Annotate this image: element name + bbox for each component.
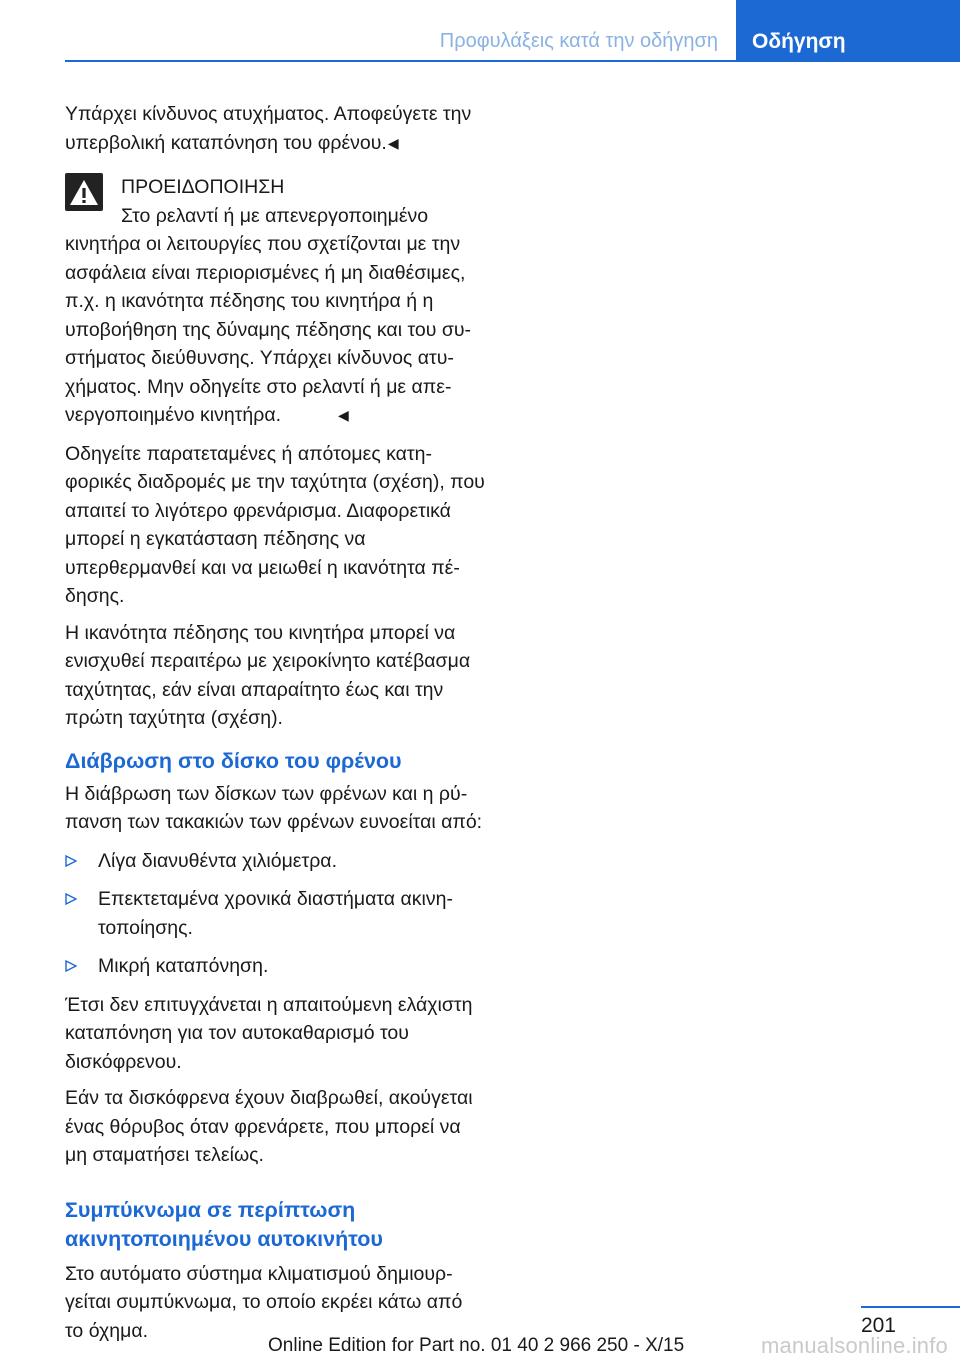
warning-text: Στο ρελαντί ή με απενεργοποιημένο κινητήρα οι λειτουργίες που σχετίζονται με την ασφάλεια είναι περιορισμένες ή μη διαθέσιμες, π.χ. η ικανότητα πέδησης του κινητήρα ή η υποβοήθηση της δύναμης πέδησης και του συστήματος διεύθυνσης. Υπάρχει κίνδυνος ατυχήματος. Μην οδηγείτε στο ρελαντί ή με απενεργοποιημένο κινητήρα. xyxy=(65,204,472,426)
end-mark-icon: ◀ xyxy=(338,407,349,423)
edition-note: Online Edition for Part no. 01 40 2 966 250 - X/15 xyxy=(268,1335,685,1356)
triangle-right-icon xyxy=(65,893,77,905)
section-heading-corrosion: Διάβρωση στο δίσκο του φρένου xyxy=(65,748,402,773)
section-heading-condensation: Συμπύκνωμα σε περίπτωση ακινητοποιημένου αυτοκινήτου xyxy=(65,1197,383,1251)
corrosion-causes-list xyxy=(65,847,485,981)
list-item-text: Μικρή καταπόνηση. xyxy=(98,955,269,977)
watermark: manualsonline.info xyxy=(760,1333,948,1358)
intro-paragraph xyxy=(65,100,485,157)
list-item xyxy=(65,885,485,942)
triangle-right-icon xyxy=(65,855,77,867)
list-item xyxy=(65,847,485,876)
noise-paragraph: Εάν τα δισκόφρενα έχουν διαβρωθεί, ακούγεται ένας θόρυβος όταν φρενάρετε, που μπορεί να μη σταματήσει τελείως. xyxy=(65,1087,473,1166)
condensation-paragraph: Στο αυτόματο σύστημα κλιματισμού δημιουργείται συμπύκνωμα, το οποίο εκρέει κάτω από το όχημα. xyxy=(65,1262,463,1342)
warning-triangle-icon xyxy=(65,173,103,211)
end-mark-icon: ◀ xyxy=(387,134,399,151)
main-content xyxy=(65,100,485,1355)
warning-title: ΠΡΟΕΙΔΟΠΟΙΗΣΗ xyxy=(121,176,285,198)
list-item xyxy=(65,952,485,981)
warning-paragraph xyxy=(65,202,485,430)
page-header xyxy=(0,0,960,62)
chapter-title: Οδήγηση xyxy=(752,30,846,53)
header-rule xyxy=(65,60,960,62)
footer-rule xyxy=(861,1306,960,1308)
corrosion-intro-paragraph: Η διάβρωση των δίσκων των φρένων και η ρύπανση των τακακιών των φρένων ευνοείται από: xyxy=(65,782,483,833)
list-item-text: Επεκτεταμένα χρονικά διαστήματα ακινητοποίησης. xyxy=(98,888,453,939)
chapter-tab xyxy=(736,0,960,62)
list-item-text: Λίγα διανυθέντα χιλιόμετρα. xyxy=(98,849,337,872)
engine-braking-paragraph: Η ικανότητα πέδησης του κινητήρα μπορεί να ενισχυθεί περαιτέρω με χειροκίνητο κατέβασμα ταχύτητας, εάν είναι απαραίτητο έως και την πρώτη ταχύτητα (σχέση). xyxy=(65,621,471,729)
section-title: Προφυλάξεις κατά την οδήγηση xyxy=(439,30,718,52)
intro-text: Υπάρχει κίνδυνος ατυχήματος. Αποφεύγετε την υπερβολική καταπόνηση του φρένου. xyxy=(65,103,472,154)
downhill-paragraph: Οδηγείτε παρατεταμένες ή απότομες κατηφορικές διαδρομές με την ταχύτητα (σχέση), που απαιτεί το λιγότερο φρενάρισμα. Διαφορετικά μπορεί η εγκατάσταση πέδησης να υπερθερμανθεί και να μειωθεί η ικανότητα πέδησης. xyxy=(65,442,485,607)
triangle-right-icon xyxy=(65,960,77,972)
page-number: 201 xyxy=(860,1314,896,1337)
self-cleaning-paragraph: Έτσι δεν επιτυγχάνεται η απαιτούμενη ελάχιστη καταπόνηση για τον αυτοκαθαρισμό του δισκόφρενου. xyxy=(65,993,473,1073)
warning-block xyxy=(65,173,485,430)
